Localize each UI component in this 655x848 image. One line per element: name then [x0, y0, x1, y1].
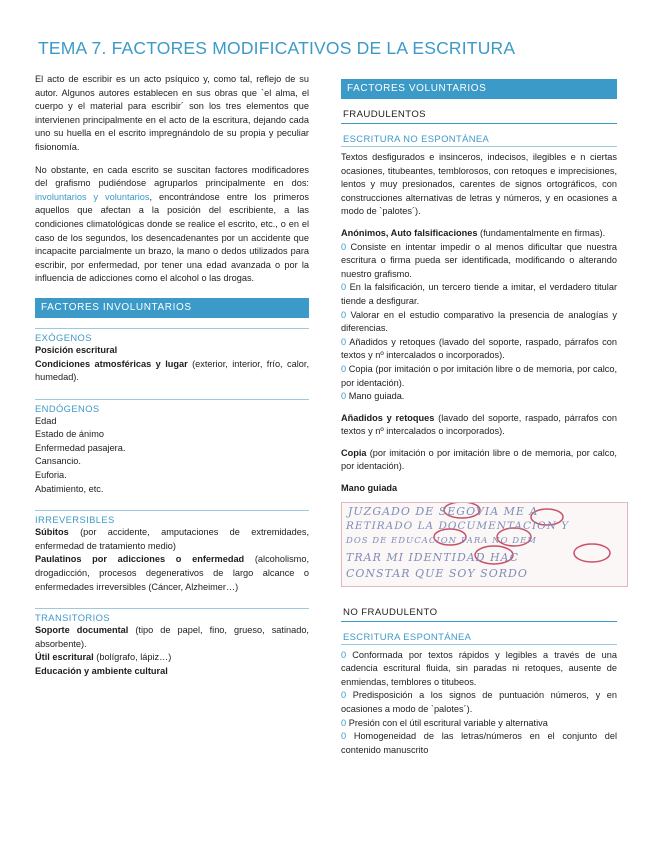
bullet-mark: 0 [341, 309, 347, 320]
anonimos-paragraph [341, 227, 617, 241]
intro-text-b: , encontrándose entre los primeros aquellos que afectan a la posición del escribiente, a las condiciones climatológicas donde se realice el escrito, etc., o en el caso de los segundos, los desencadenantes por un accidente que incapacite parcialmente un brazo, la mano o dedos utilizados para escribir, por enfermedad, por tener una edad avanzada o por la influencia de adicciones como el alcohol o las drogas. [35, 191, 309, 284]
transitorios-item [35, 665, 309, 679]
endogenos-item: Cansancio. [35, 456, 81, 467]
transitorios-item [35, 651, 309, 665]
irreversibles-item [35, 526, 309, 553]
bullet-mark: 0 [341, 282, 347, 293]
nofraud-bullet [341, 689, 617, 716]
transitorios-item2-label: Útil escritural [35, 652, 94, 663]
heading-escritura-no-espontanea: ESCRITURA NO ESPONTÁNEA [341, 132, 617, 147]
irreversibles-item1-text: (por accidente, amputaciones de extremidades, enfermedad de tratamiento medio) [35, 527, 309, 551]
banner-involuntarios: FACTORES INVOLUNTARIOS [35, 298, 309, 318]
fraud-bullet [341, 336, 617, 363]
transitorios-item1-label: Soporte documental [35, 625, 129, 636]
exogenos-item [35, 358, 309, 385]
nofraud-bullet [341, 730, 617, 757]
anadidos-label: Añadidos y retoques [341, 412, 435, 423]
bullet-mark: 0 [341, 731, 347, 742]
circle-annotation [574, 544, 610, 562]
fraud-bullet-text: En la falsificación, un tercero tiende a imitar, el verdadero titular tiende a desfigurar. [341, 282, 618, 306]
handwriting-sample-image [341, 502, 628, 587]
endogenos-item: Estado de ánimo [35, 429, 104, 440]
irreversibles-item [35, 553, 309, 594]
irreversibles-item2-label: Paulatinos por adicciones o enfermedad [35, 554, 245, 565]
irreversibles-item1-label: Súbitos [35, 527, 69, 538]
endogenos-item: Edad [35, 415, 57, 426]
bullet-mark: 0 [341, 649, 347, 660]
transitorios-item3-label: Educación y ambiente cultural [35, 666, 168, 676]
exogenos-item [35, 344, 309, 358]
copia-paragraph [341, 447, 617, 474]
right-column [341, 79, 617, 757]
banner-voluntarios: FACTORES VOLUNTARIOS [341, 79, 617, 99]
nofraud-bullet-text: Predisposición a los signos de puntuación números, y en ocasiones a modo de `palotes´). [341, 690, 617, 715]
intro-paragraph-2 [35, 164, 309, 286]
nofraud-bullet-text: Presión con el útil escritural variable y alternativa [348, 717, 548, 728]
copia-label: Copia [341, 447, 367, 458]
anonimos-text: (fundamentalmente en firmas). [477, 227, 606, 238]
nofraud-bullet [341, 649, 617, 690]
nofraud-bullet-text: Conformada por textos rápidos y legibles a través de una cadencia escritural fluida, sin paradas ni retoques, ausente de enmiendas, temblores o titubeos. [341, 649, 617, 687]
anadidos-text: (lavado del soporte, raspado, párrafos con textos y nº intercalados o incorporados). [341, 412, 617, 437]
sample-line: CONSTAR QUE SOY SORDO [346, 566, 528, 580]
endogenos-item: Euforia. [35, 470, 67, 481]
transitorios-item1-text: (tipo de papel, fino, grueso, satinado, absorbente). [35, 625, 309, 649]
heading-endogenos: ENDÓGENOS [35, 399, 309, 415]
sample-line: DOS DE EDUCACION PARA NO DEM [346, 535, 537, 546]
nofraud-bullet-text: Homogeneidad de las letras/números en el conjunto del contenido manuscrito [341, 731, 617, 755]
fraud-bullet-text: Mano guiada. [348, 391, 405, 402]
heading-no-fraudulento: NO FRAUDULENTO [341, 605, 617, 622]
heading-fraudulentos: FRAUDULENTOS [341, 107, 617, 124]
intro-paragraph-1: El acto de escribir es un acto psíquico y, como tal, reflejo de su autor. Algunos autores establecen en sus obras que `el alma, el cuerpo y el material para escribir´ son los tres elementos que intervienen principalmente en el acto de la escritura, dejando cada uno su huella en el escrito impregnándolo de su propia y peculiar fisionomía. [35, 74, 309, 152]
bullet-mark: 0 [341, 391, 347, 402]
bullet-mark: 0 [341, 241, 347, 252]
bullet-mark: 0 [341, 690, 347, 701]
sample-line: TRAR MI IDENTIDAD HAC [346, 550, 519, 564]
fraud-bullet [341, 281, 617, 308]
fraud-bullet [341, 363, 617, 390]
fraud-bullet [341, 241, 617, 282]
endogenos-item: Abatimiento, etc. [35, 483, 104, 494]
mano-guiada-heading [341, 482, 617, 496]
endogenos-item: Enfermedad pasajera. [35, 442, 126, 453]
bullet-mark: 0 [341, 336, 347, 347]
irreversibles-item2-text: (alcoholismo, drogadicción, procesos degenerativos de largo alcance o enfermedades irreversibles (Cáncer, Alzheimer…) [35, 554, 309, 592]
involuntary-voluntary-highlight: involuntarios y voluntarios [35, 191, 150, 202]
page-title: TEMA 7. FACTORES MODIFICATIVOS DE LA ESCRITURA [38, 38, 516, 58]
anadidos-paragraph [341, 412, 617, 439]
heading-irreversibles: IRREVERSIBLES [35, 510, 309, 526]
exogenos-item2-label: Condiciones atmosféricas y lugar [35, 358, 188, 369]
fraud-bullet [341, 309, 617, 336]
heading-escritura-espontanea: ESCRITURA ESPONTÁNEA [341, 630, 617, 645]
copia-text: (por imitación o por imitación libre o de memoria, por calco, por identación). [341, 447, 617, 472]
exogenos-item2-text: (exterior, interior, frío, calor, humedad). [35, 358, 309, 383]
intro-text-a: No obstante, en cada escrito se suscitan factores modificadores del grafismo pudiéndose agruparlos principalmente en dos: [35, 164, 309, 189]
left-column [35, 73, 309, 679]
nofraud-bullet [341, 717, 617, 731]
exogenos-item1-label: Posición escritural [35, 344, 118, 355]
fraud-bullet-text: Consiste en intentar impedir o al menos dificultar que nuestra escritura o firma pueda ser identificada, modificando o alterando nuestro grafismo. [341, 241, 617, 279]
fraudulentos-description: Textos desfigurados e insinceros, indecisos, ilegibles e n ciertas ocasiones, titubeantes, temblorosos, con retoques e imprecisiones, lentos y muy presionados, carentes de signos ortográficos, con construcciones alternativas de letras y números, y en ocasiones a modo de `palotes´). [341, 152, 617, 217]
bullet-mark: 0 [341, 717, 347, 728]
transitorios-item2-text: (bolígrafo, lápiz…) [93, 652, 172, 663]
transitorios-item [35, 624, 309, 651]
heading-transitorios: TRANSITORIOS [35, 608, 309, 624]
heading-exogenos: EXÓGENOS [35, 328, 309, 344]
bullet-mark: 0 [341, 363, 347, 374]
fraud-bullet-text: Copia (por imitación o por imitación libre o de memoria, por calco, por identación). [341, 363, 617, 388]
sample-line: RETIRADO LA DOCUMENTACION Y [346, 519, 570, 532]
fraud-bullet [341, 390, 617, 404]
mano-guiada-label: Mano guiada [341, 483, 398, 494]
fraud-bullet-text: Valorar en el estudio comparativo la presencia de analogías y diferencias. [341, 309, 617, 334]
fraud-bullet-text: Añadidos y retoques (lavado del soporte, raspado, párrafos con textos y nº intercalados o incorporados). [341, 336, 618, 361]
anonimos-label: Anónimos, Auto falsificaciones [341, 227, 478, 238]
sample-line: JUZGADO DE SEGOVIA ME A [348, 504, 539, 518]
